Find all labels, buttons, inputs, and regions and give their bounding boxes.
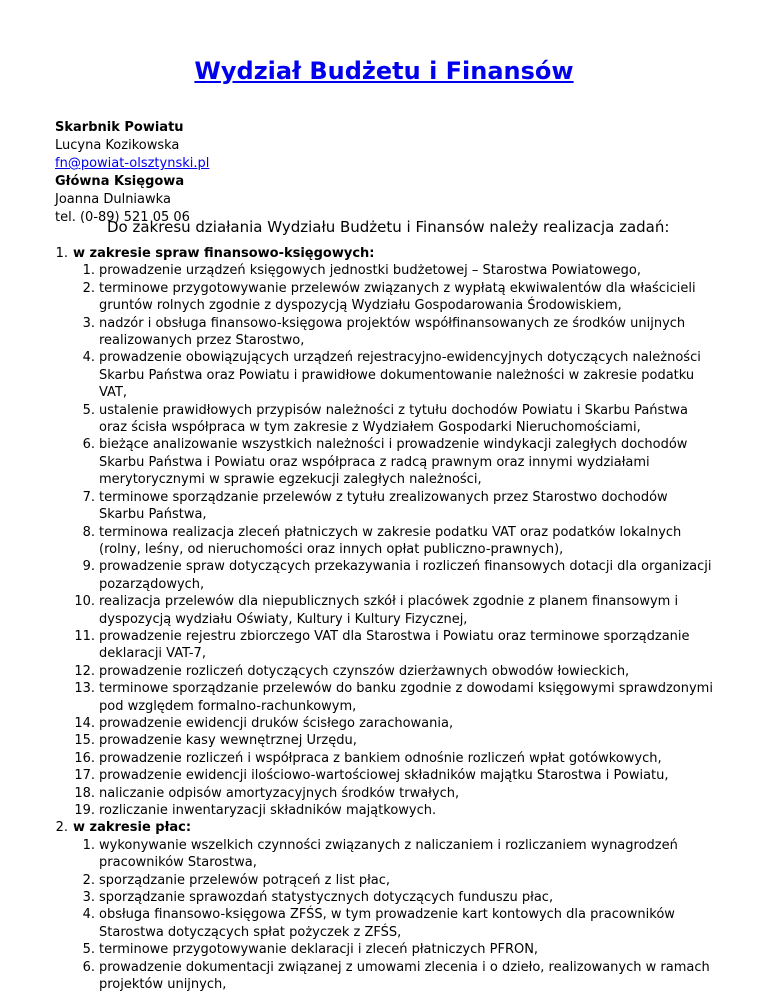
list-item-number: 2.	[82, 872, 95, 888]
list-item-text: prowadzenie spraw dotyczących przekazywania i rozliczeń finansowych dotacji dla organizacji pozarządowych,	[99, 559, 712, 592]
contact-name-treasurer: Lucyna Kozikowska	[55, 138, 180, 153]
list-item-number: 18.	[74, 785, 95, 801]
section-number: 1.	[55, 246, 68, 261]
list-item	[73, 732, 715, 749]
contact-role-chief-accountant: Główna Księgowa	[55, 174, 185, 189]
task-sections-list	[0, 245, 768, 993]
list-item-text: naliczanie odpisów amortyzacyjnych środków trwałych,	[99, 785, 460, 801]
list-item	[73, 959, 715, 994]
list-item-text: terminowe przygotowywanie deklaracji i zleceń płatniczych PFRON,	[99, 942, 539, 958]
list-item	[73, 872, 715, 889]
list-item	[73, 941, 715, 958]
list-item-number: 16.	[74, 750, 95, 766]
list-item-text: realizacja przelewów dla niepublicznych szkół i placówek zgodnie z planem finansowym i dyspozycją wydziału Oświaty, Kultury i Kultury Fizycznej,	[99, 594, 679, 627]
list-item	[73, 628, 715, 663]
list-item-number: 11.	[74, 628, 95, 644]
list-item	[73, 680, 715, 715]
list-item	[73, 663, 715, 680]
page-title	[0, 56, 768, 86]
list-item	[73, 262, 715, 279]
list-item-number: 4.	[82, 907, 95, 923]
page-title-link[interactable]: Wydział Budżetu i Finansów	[194, 57, 574, 85]
list-item-text: prowadzenie obowiązujących urządzeń rejestracyjno-ewidencyjnych dotyczących należności Skarbu Państwa oraz Powiatu i prawidłowe dokumentowanie należności w zakresie podatku VAT,	[99, 350, 701, 401]
list-item	[73, 593, 715, 628]
list-item-text: prowadzenie rozliczeń dotyczących czynszów dzierżawnych obwodów łowieckich,	[99, 663, 630, 679]
section-heading: w zakresie płac:	[73, 820, 192, 836]
list-item	[73, 906, 715, 941]
list-item-number: 7.	[82, 489, 95, 505]
list-item	[73, 349, 715, 401]
list-item-number: 19.	[74, 803, 95, 818]
list-item-number: 3.	[82, 890, 95, 906]
list-item	[73, 802, 715, 819]
list-item-number: 3.	[82, 315, 95, 331]
list-item	[73, 750, 715, 767]
list-item-number: 5.	[82, 402, 95, 418]
list-item-number: 14.	[74, 715, 95, 731]
list-item-text: terminowa realizacja zleceń płatniczych w zakresie podatku VAT oraz podatków lokalnych (rolny, leśny, od nieruchomości oraz innych opłat publiczno-prawnych),	[99, 524, 682, 557]
list-item	[73, 402, 715, 437]
list-item	[73, 436, 715, 488]
list-item-text: prowadzenie ewidencji ilościowo-wartościowej składników majątku Starostwa i Powiatu,	[99, 768, 669, 784]
contact-role-treasurer: Skarbnik Powiatu	[55, 120, 184, 135]
section-items-list	[73, 262, 768, 819]
list-item-number: 12.	[74, 663, 95, 679]
list-item-text: terminowe sporządzanie przelewów do banku zgodnie z dowodami księgowymi sprawdzonymi pod względem formalno-rachunkowym,	[99, 681, 713, 714]
list-item-number: 17.	[74, 768, 95, 784]
list-item-text: sporządzanie sprawozdań statystycznych dotyczących funduszu płac,	[99, 890, 554, 906]
list-item-text: terminowe sporządzanie przelewów z tytułu zrealizowanych przez Starostwo dochodów Skarbu Państwa,	[99, 489, 668, 523]
list-item-text: sporządzanie przelewów potrąceń z list płac,	[99, 872, 391, 888]
list-item-text: prowadzenie kasy wewnętrznej Urzędu,	[99, 733, 357, 749]
list-item-text: terminowe przygotowywanie przelewów związanych z wypłatą ekwiwalentów dla właścicieli gruntów rolnych zgodnie z dyspozycją Wydziału Gospodarowania Środowiskiem,	[99, 280, 696, 314]
list-item-text: prowadzenie rozliczeń i współpraca z bankiem odnośnie rozliczeń wpłat gotówkowych,	[99, 750, 662, 766]
list-item	[73, 558, 715, 593]
list-item-text: wykonywanie wszelkich czynności związanych z naliczaniem i rozliczaniem wynagrodzeń pracowników Starostwa,	[99, 837, 678, 871]
list-item	[73, 837, 715, 872]
list-item	[73, 315, 715, 350]
list-item	[73, 524, 715, 559]
list-item	[73, 767, 715, 784]
list-item-number: 4.	[82, 350, 95, 366]
list-item-number: 2.	[82, 280, 95, 296]
list-item	[73, 889, 715, 906]
list-item-number: 13.	[74, 681, 95, 697]
list-item-text: prowadzenie ewidencji druków ścisłego zarachowania,	[99, 715, 454, 731]
contact-name-chief-accountant: Joanna Dulniawka	[55, 192, 171, 207]
section-number: 2.	[55, 820, 68, 836]
list-item	[73, 489, 715, 524]
list-item-text: nadzór i obsługa finansowo-księgowa projektów współfinansowanych ze środków unijnych realizowanych przez Starostwo,	[99, 315, 686, 349]
list-item-text: prowadzenie dokumentacji związanej z umowami zlecenia i o dzieło, realizowanych w ramach projektów unijnych,	[99, 959, 710, 993]
list-item	[73, 280, 715, 315]
list-item-number: 6.	[82, 959, 95, 975]
list-item-number: 8.	[82, 524, 95, 540]
list-item-text: rozliczanie inwentaryzacji składników majątkowych.	[99, 803, 437, 818]
intro-text: Do zakresu działania Wydziału Budżetu i Finansów należy realizacja zadań:	[107, 218, 670, 236]
list-item-number: 1.	[82, 263, 95, 279]
list-item	[73, 715, 715, 732]
list-item-number: 15.	[74, 733, 95, 749]
list-item-number: 9.	[82, 559, 95, 575]
section-heading: w zakresie spraw finansowo-księgowych:	[73, 246, 375, 261]
list-item-number: 6.	[82, 437, 95, 453]
list-item-number: 5.	[82, 942, 95, 958]
task-section	[0, 819, 768, 993]
contact-block	[55, 119, 209, 227]
task-section	[0, 245, 768, 819]
list-item-number: 10.	[74, 594, 95, 610]
contact-phone: tel. (0-89) 521 05 06	[55, 210, 190, 225]
list-item	[73, 785, 715, 802]
list-item-text: obsługa finansowo-księgowa ZFŚS, w tym prowadzenie kart kontowych dla pracowników Starostwa dotyczących spłat pożyczek z ZFŚS,	[99, 907, 675, 940]
list-item-text: prowadzenie rejestru zbiorczego VAT dla Starostwa i Powiatu oraz terminowe sporządzanie deklaracji VAT-7,	[99, 628, 690, 662]
list-item-text: prowadzenie urządzeń księgowych jednostki budżetowej – Starostwa Powiatowego,	[99, 263, 642, 279]
section-items-list	[73, 837, 768, 994]
list-item-text: bieżące analizowanie wszystkich należności i prowadzenie windykacji zaległych dochodów Skarbu Państwa i Powiatu oraz współpraca z radcą prawnym oraz innymi wydziałami merytorycznymi w sprawie egzekucji zaległych należności,	[99, 437, 688, 488]
list-item-number: 1.	[82, 837, 95, 853]
contact-email-link[interactable]: fn@powiat-olsztynski.pl	[55, 156, 210, 171]
list-item-text: ustalenie prawidłowych przypisów należności z tytułu dochodów Powiatu i Skarbu Państwa oraz ścisła współpraca w tym zakresie z Wydziałem Gospodarki Nieruchomościami,	[99, 402, 689, 436]
